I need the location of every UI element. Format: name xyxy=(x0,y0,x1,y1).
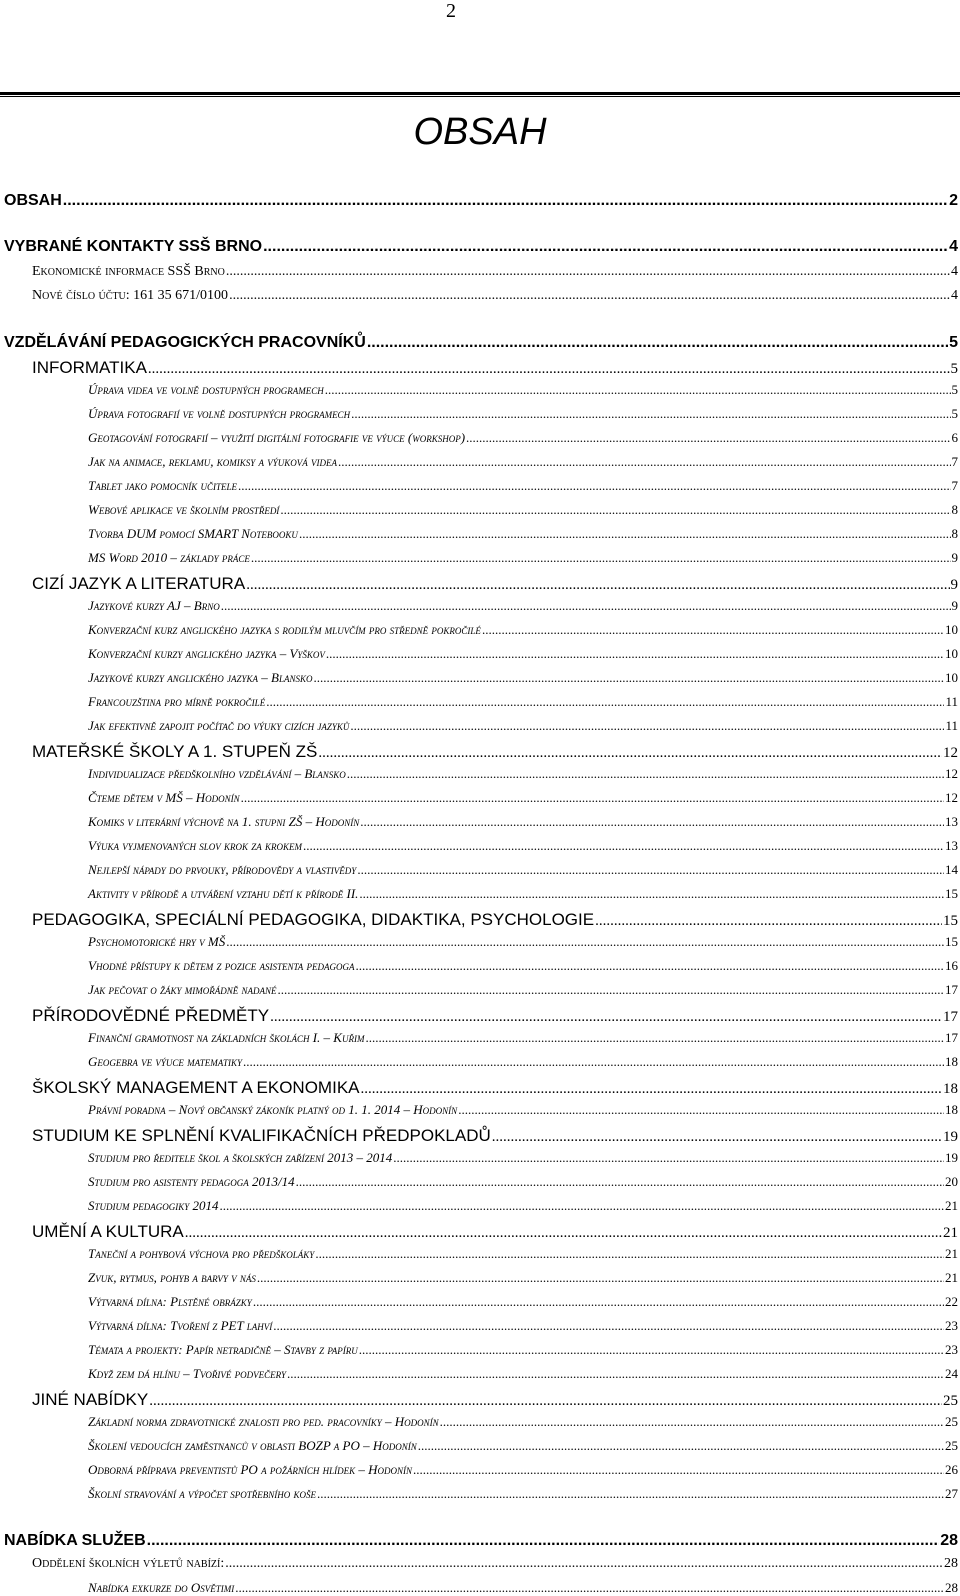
toc-entry-title: Geogebra ve výuce matematiky xyxy=(88,1054,242,1069)
toc-entry[interactable] xyxy=(0,454,960,470)
toc-entry-title: Právní poradna – Nový občanský zákoník platný od 1. 1. 2014 – Hodonín xyxy=(88,1102,458,1117)
dot-leader xyxy=(413,1462,944,1478)
toc-entry-title: Odborná příprava preventistů PO a požárních hlídek – Hodonín xyxy=(88,1462,412,1477)
page-title: OBSAH xyxy=(413,111,547,153)
toc-entry-page-number: 22 xyxy=(945,1294,958,1309)
toc-entry[interactable] xyxy=(0,838,960,854)
toc-entry-title: Čteme dětem v MŠ – Hodonín xyxy=(88,790,240,805)
toc-entry-page-number: 28 xyxy=(944,1556,958,1571)
toc-entry-page-number: 20 xyxy=(945,1174,958,1189)
toc-entry[interactable] xyxy=(0,1030,960,1046)
toc-entry[interactable] xyxy=(0,382,960,398)
toc-entry-page-number: 15 xyxy=(945,934,958,949)
dot-leader xyxy=(185,1225,942,1242)
dot-leader xyxy=(338,454,950,470)
dot-leader xyxy=(325,382,951,398)
toc-entry[interactable] xyxy=(0,238,960,256)
toc-entry-title: Konverzační kurzy anglického jazyka – Vyškov xyxy=(88,646,325,661)
toc-entry[interactable] xyxy=(0,622,960,638)
toc-entry[interactable] xyxy=(0,550,960,566)
toc-entry-page-number: 5 xyxy=(950,361,958,377)
toc-entry-page-number: 13 xyxy=(945,838,958,853)
toc-entry-title: Jak pečovat o žáky mimořádně nadané xyxy=(88,982,277,997)
toc-entry-page-number: 21 xyxy=(945,1246,958,1261)
dot-leader xyxy=(318,745,942,762)
toc-entry[interactable] xyxy=(0,502,960,518)
dot-leader xyxy=(226,264,950,280)
toc-entry-page-number: 9 xyxy=(950,577,958,593)
toc-entry-page-number: 5 xyxy=(949,334,958,351)
toc-entry[interactable] xyxy=(0,1294,960,1310)
dot-leader xyxy=(315,1246,944,1262)
dot-leader xyxy=(235,1580,944,1596)
toc-entry[interactable] xyxy=(0,1174,960,1190)
dot-leader xyxy=(359,1342,944,1358)
toc-entry[interactable] xyxy=(0,718,960,734)
toc-entry-page-number: 5 xyxy=(951,382,958,397)
dot-leader xyxy=(221,598,951,614)
toc-entry-title: CIZÍ JAZYK A LITERATURA xyxy=(32,574,246,593)
dot-leader xyxy=(356,958,944,974)
toc-entry[interactable] xyxy=(0,1532,960,1550)
toc-entry-title: Konverzační kurz anglického jazyka s rodilým mluvčím pro středně pokročilé xyxy=(88,622,481,637)
dot-leader xyxy=(595,913,942,930)
toc-entry-title: VZDĚLÁVÁNÍ PEDAGOGICKÝCH PRACOVNÍKŮ xyxy=(4,334,366,351)
toc-entry-title: STUDIUM KE SPLNĚNÍ KVALIFIKAČNÍCH PŘEDPOKLADŮ xyxy=(32,1126,491,1145)
toc-entry-page-number: 4 xyxy=(951,288,958,303)
toc-entry[interactable] xyxy=(0,670,960,686)
toc-entry-title: Školní stravování a výpočet spotřebního koše xyxy=(88,1486,317,1501)
toc-entry[interactable] xyxy=(0,1342,960,1358)
toc-entry-page-number: 10 xyxy=(945,670,958,685)
toc-entry[interactable] xyxy=(0,264,960,280)
dot-leader xyxy=(266,694,944,710)
toc-entry-page-number: 17 xyxy=(945,982,958,997)
toc-entry-page-number: 11 xyxy=(945,718,958,733)
toc-entry-page-number: 17 xyxy=(945,1030,958,1045)
toc-entry[interactable] xyxy=(0,1318,960,1334)
toc-entry-page-number: 9 xyxy=(951,598,958,613)
toc-entry-title: Tvorba DUM pomocí SMART Notebooku xyxy=(88,526,298,541)
toc-entry-page-number: 8 xyxy=(951,502,958,517)
toc-entry-page-number: 5 xyxy=(951,406,958,421)
toc-entry-page-number: 18 xyxy=(943,1081,958,1097)
toc-entry[interactable] xyxy=(0,478,960,494)
dot-leader xyxy=(347,766,944,782)
toc-entry-page-number: 9 xyxy=(951,550,958,565)
toc-entry-title: Když zem dá hlínu – Tvořivé podvečery xyxy=(88,1366,286,1381)
toc-entry[interactable] xyxy=(0,1246,960,1262)
toc-entry-page-number: 17 xyxy=(943,1009,958,1025)
toc-entry[interactable] xyxy=(0,1102,960,1118)
toc-entry-title: INFORMATIKA xyxy=(32,358,147,377)
toc-entry-title: Studium pedagogiky 2014 xyxy=(88,1198,219,1213)
dot-leader xyxy=(238,478,951,494)
toc-entry-page-number: 21 xyxy=(943,1225,958,1241)
toc-entry-page-number: 19 xyxy=(945,1150,958,1165)
toc-entry-page-number: 28 xyxy=(940,1532,958,1549)
toc-entry-title: UMĚNÍ A KULTURA xyxy=(32,1222,184,1241)
toc-entry-page-number: 25 xyxy=(943,1393,958,1409)
toc-entry-title: NABÍDKA SLUŽEB xyxy=(4,1532,146,1549)
toc-entry-page-number: 26 xyxy=(945,1462,958,1477)
toc-entry[interactable] xyxy=(0,958,960,974)
toc-entry-title: ŠKOLSKÝ MANAGEMENT A EKONOMIKA xyxy=(32,1078,360,1097)
page-number: 2 xyxy=(446,0,456,22)
toc-entry-title: Studium pro asistenty pedagoga 2013/14 xyxy=(88,1174,295,1189)
toc-entry-title: Ekonomické informace SSŠ Brno xyxy=(32,264,225,279)
dot-leader xyxy=(226,934,944,950)
toc-entry-title: Komiks v literární výchově na 1. stupni ZŠ – Hodonín xyxy=(88,814,360,829)
toc-entry-page-number: 12 xyxy=(945,790,958,805)
toc-entry[interactable] xyxy=(0,358,960,378)
dot-leader xyxy=(482,622,944,638)
toc-entry[interactable] xyxy=(0,1078,960,1098)
toc-entry-title: VYBRANÉ KONTAKTY SSŠ BRNO xyxy=(4,238,263,255)
dot-leader xyxy=(303,838,944,854)
toc-entry-page-number: 25 xyxy=(945,1438,958,1453)
toc-entry-page-number: 6 xyxy=(951,430,958,445)
toc-entry[interactable] xyxy=(0,1366,960,1382)
dot-leader xyxy=(466,430,950,446)
toc-entry-page-number: 15 xyxy=(943,913,958,929)
toc-entry[interactable] xyxy=(0,982,960,998)
toc-entry[interactable] xyxy=(0,646,960,662)
dot-leader xyxy=(492,1129,942,1146)
toc-entry-page-number: 25 xyxy=(945,1414,958,1429)
toc-entry-page-number: 15 xyxy=(945,886,958,901)
toc-entry-page-number: 27 xyxy=(945,1486,958,1501)
toc-entry-page-number: 12 xyxy=(945,766,958,781)
toc-entry-page-number: 10 xyxy=(945,622,958,637)
toc-entry-title: PEDAGOGIKA, SPECIÁLNÍ PEDAGOGIKA, DIDAKTIKA, PSYCHOLOGIE xyxy=(32,910,595,929)
toc-entry-title: MS Word 2010 – základy práce xyxy=(88,550,250,565)
dot-leader xyxy=(278,982,944,998)
dot-leader xyxy=(440,1414,944,1430)
dot-leader xyxy=(251,550,951,566)
toc-entry-page-number: 21 xyxy=(945,1270,958,1285)
dot-leader xyxy=(367,334,948,352)
dot-leader xyxy=(365,1030,944,1046)
toc-entry-page-number: 11 xyxy=(945,694,958,709)
dot-leader xyxy=(287,1366,944,1382)
toc-entry[interactable] xyxy=(0,430,960,446)
toc-entry-title: Výtvarná dílna: Plstěné obrázky xyxy=(88,1294,252,1309)
dot-leader xyxy=(393,1150,944,1166)
dot-leader xyxy=(357,862,944,878)
toc-entry-title: Psychomotorické hry v MŠ xyxy=(88,934,226,949)
toc-entry-title: Finanční gramotnost na základních školách I. – Kuřim xyxy=(88,1030,365,1045)
toc-entry-title: Taneční a pohybová výchova pro předškoláky xyxy=(88,1246,315,1261)
toc-entry-title: Francouzština pro mírně pokročilé xyxy=(88,694,266,709)
toc-entry-title: MATEŘSKÉ ŠKOLY A 1. STUPEŇ ZŠ xyxy=(32,742,318,761)
dot-leader xyxy=(63,192,948,210)
toc-entry-title: JINÉ NABÍDKY xyxy=(32,1390,149,1409)
dot-leader xyxy=(314,670,945,686)
toc-entry-title: Vhodné přístupy k dětem z pozice asistenta pedagoga xyxy=(88,958,355,973)
toc-entry-title: Jak efektivně zapojit počítač do výuky cizích jazyků xyxy=(88,718,350,733)
toc-entry-page-number: 16 xyxy=(945,958,958,973)
toc-entry[interactable] xyxy=(0,694,960,710)
toc-entry-page-number: 18 xyxy=(945,1102,958,1117)
toc-entry[interactable] xyxy=(0,1462,960,1478)
dot-leader xyxy=(418,1438,944,1454)
dot-leader xyxy=(263,238,948,256)
dot-leader xyxy=(147,1532,940,1550)
toc-entry[interactable] xyxy=(0,288,960,304)
toc-entry-page-number: 7 xyxy=(951,478,958,493)
dot-leader xyxy=(253,1294,944,1310)
toc-entry[interactable] xyxy=(0,1222,960,1242)
toc-entry-title: Výtvarná dílna: Tvoření z PET lahví xyxy=(88,1318,273,1333)
toc-entry[interactable] xyxy=(0,526,960,542)
toc-entry-page-number: 18 xyxy=(945,1054,958,1069)
toc-entry-title: Aktivity v přírodě a utváření vztahu dětí k přírodě II. xyxy=(88,886,359,901)
dot-leader xyxy=(229,288,950,304)
toc-entry[interactable] xyxy=(0,862,960,878)
toc-entry-page-number: 19 xyxy=(943,1129,958,1145)
toc-entry[interactable] xyxy=(0,886,960,902)
dot-leader xyxy=(326,646,944,662)
dot-leader xyxy=(458,1102,944,1118)
toc-entry-title: Nejlepší nápady do prvouky, přírodovědy a vlastivědy xyxy=(88,862,357,877)
dot-leader xyxy=(241,790,944,806)
toc-entry-title: Základní norma zdravotnické znalosti pro ped. pracovníky – Hodonín xyxy=(88,1414,439,1429)
toc-entry-title: Jak na animace, reklamu, komiksy a výuková videa xyxy=(88,454,338,469)
toc-entry[interactable] xyxy=(0,934,960,950)
toc-entry-page-number: 23 xyxy=(945,1318,958,1333)
toc-entry-title: Webové aplikace ve školním prostředí xyxy=(88,502,280,517)
toc-entry-page-number: 28 xyxy=(945,1580,958,1595)
dot-leader xyxy=(273,1318,944,1334)
toc-entry-title: Výuka vyjmenovaných slov krok za krokem xyxy=(88,838,303,853)
toc-entry-title: Tablet jako pomocník učitele xyxy=(88,478,237,493)
toc-entry-page-number: 23 xyxy=(945,1342,958,1357)
toc-entry-title: Nabídka exkurze do Osvětimi xyxy=(88,1580,235,1595)
toc-entry-page-number: 14 xyxy=(945,862,958,877)
toc-entry-title: Jazykové kurzy anglického jazyka – Blansko xyxy=(88,670,313,685)
toc-entry[interactable] xyxy=(0,1054,960,1070)
toc-entry[interactable] xyxy=(0,1486,960,1502)
toc-entry-title: Školení vedoucích zaměstnanců v oblasti BOZP a PO – Hodonín xyxy=(88,1438,417,1453)
toc-entry-title: Úprava videa ve volně dostupných programech xyxy=(88,382,324,397)
toc-entry[interactable] xyxy=(0,406,960,422)
toc-entry[interactable] xyxy=(0,1150,960,1166)
toc-entry-title: OBSAH xyxy=(4,192,62,209)
dot-leader xyxy=(350,718,944,734)
dot-leader xyxy=(220,1198,945,1214)
dot-leader xyxy=(225,1556,943,1572)
toc-entry-title: Geotagování fotografií – využití digitální fotografie ve výuce (workshop) xyxy=(88,430,466,445)
dot-leader xyxy=(257,1270,944,1286)
dot-leader xyxy=(296,1174,944,1190)
dot-leader xyxy=(148,361,950,378)
dot-leader xyxy=(246,577,949,594)
dot-leader xyxy=(149,1393,942,1410)
toc-entry-page-number: 21 xyxy=(945,1198,958,1213)
toc-entry-title: PŘÍRODOVĚDNÉ PŘEDMĚTY xyxy=(32,1006,270,1025)
dot-leader xyxy=(317,1486,944,1502)
toc-entry-page-number: 4 xyxy=(951,264,958,279)
toc-entry-page-number: 2 xyxy=(949,192,958,209)
toc-entry[interactable] xyxy=(0,1006,960,1026)
toc-entry[interactable] xyxy=(0,1556,960,1572)
toc-entry[interactable] xyxy=(0,790,960,806)
dot-leader xyxy=(299,526,951,542)
header-rule xyxy=(0,92,960,97)
toc-entry-page-number: 24 xyxy=(945,1366,958,1381)
toc-entry[interactable] xyxy=(0,1580,960,1596)
toc-entry-page-number: 12 xyxy=(943,745,958,761)
toc-entry[interactable] xyxy=(0,1126,960,1146)
toc-entry[interactable] xyxy=(0,598,960,614)
toc-entry-page-number: 8 xyxy=(951,526,958,541)
toc-entry-title: Jazykové kurzy AJ – Brno xyxy=(88,598,220,613)
toc-entry[interactable] xyxy=(0,574,960,594)
toc-entry-page-number: 10 xyxy=(945,646,958,661)
toc-entry-title: Témata a projekty: Papír netradičně – Stavby z papíru xyxy=(88,1342,358,1357)
toc-entry-title: Studium pro ředitele škol a školských zařízení 2013 – 2014 xyxy=(88,1150,393,1165)
toc-entry[interactable] xyxy=(0,742,960,762)
toc-entry[interactable] xyxy=(0,910,960,930)
toc-entry-title: Oddělení školních výletů nabízí: xyxy=(32,1556,225,1571)
toc-entry[interactable] xyxy=(0,192,960,210)
dot-leader xyxy=(270,1009,942,1026)
toc-entry-title: Zvuk, rytmus, pohyb a barvy v nás xyxy=(88,1270,256,1285)
dot-leader xyxy=(243,1054,944,1070)
toc-entry[interactable] xyxy=(0,766,960,782)
toc-entry-title: Nové číslo účtu: 161 35 671/0100 xyxy=(32,288,229,303)
dot-leader xyxy=(280,502,950,518)
toc-entry-title: Úprava fotografií ve volně dostupných programech xyxy=(88,406,351,421)
toc-entry-title: Individualizace předškolního vzdělávání – Blansko xyxy=(88,766,346,781)
toc-entry[interactable] xyxy=(0,814,960,830)
toc-entry[interactable] xyxy=(0,1270,960,1286)
dot-leader xyxy=(361,1081,943,1098)
toc-entry[interactable] xyxy=(0,1198,960,1214)
toc-entry-page-number: 13 xyxy=(945,814,958,829)
toc-entry[interactable] xyxy=(0,334,960,352)
toc-entry[interactable] xyxy=(0,1390,960,1410)
dot-leader xyxy=(359,886,944,902)
toc-entry[interactable] xyxy=(0,1438,960,1454)
dot-leader xyxy=(351,406,950,422)
toc-entry[interactable] xyxy=(0,1414,960,1430)
toc-entry-page-number: 7 xyxy=(951,454,958,469)
toc-entry-page-number: 4 xyxy=(949,238,958,255)
dot-leader xyxy=(360,814,944,830)
